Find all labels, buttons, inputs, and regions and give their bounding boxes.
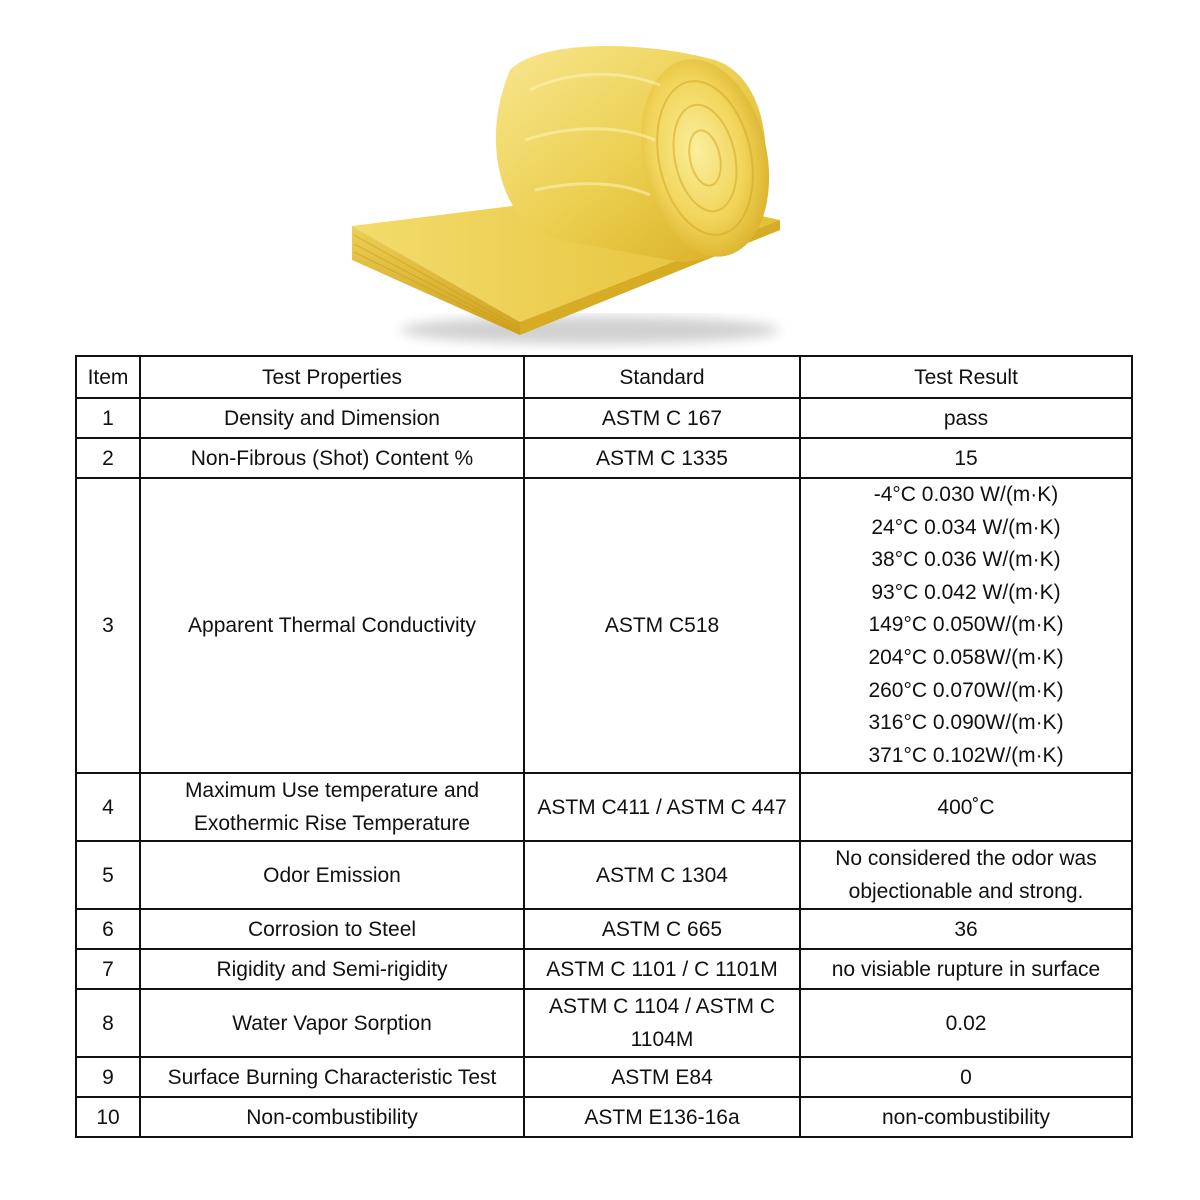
item-number: 9 — [76, 1057, 140, 1097]
test-property: Apparent Thermal Conductivity — [140, 478, 524, 773]
table-row — [76, 478, 1132, 773]
standard: ASTM C 167 — [524, 398, 800, 438]
result-line: 204°C 0.058W/(m·K) — [868, 645, 1064, 669]
standard: ASTM C 665 — [524, 909, 800, 949]
result-line: 93°C 0.042 W/(m·K) — [871, 580, 1061, 604]
test-result: 0.02 — [800, 989, 1132, 1057]
test-result: 36 — [800, 909, 1132, 949]
insulation-roll-image — [340, 30, 790, 350]
result-line: -4°C 0.030 W/(m·K) — [873, 483, 1059, 506]
result-line: 149°C 0.050W/(m·K) — [868, 613, 1064, 637]
item-number: 1 — [76, 398, 140, 438]
table-row — [76, 1097, 1132, 1137]
test-property: Non-Fibrous (Shot) Content % — [140, 438, 524, 478]
standard: ASTM C 1104 / ASTM C 1104M — [524, 989, 800, 1057]
test-property: Surface Burning Characteristic Test — [140, 1057, 524, 1097]
table-row — [76, 438, 1132, 478]
result-line: 371°C 0.102W/(m·K) — [868, 743, 1064, 767]
thermal-conductivity-results — [800, 478, 1132, 773]
standard: ASTM C 1335 — [524, 438, 800, 478]
item-number: 7 — [76, 949, 140, 989]
table-row — [76, 1057, 1132, 1097]
item-number: 3 — [76, 478, 140, 773]
result-line: 38°C 0.036 W/(m·K) — [871, 548, 1061, 572]
table-header-row — [76, 356, 1132, 398]
test-property: Maximum Use temperature and Exothermic Rise Temperature — [140, 773, 524, 841]
test-property: Non-combustibility — [140, 1097, 524, 1137]
item-number: 5 — [76, 841, 140, 909]
table-row — [76, 398, 1132, 438]
item-number: 4 — [76, 773, 140, 841]
test-result: 15 — [800, 438, 1132, 478]
test-result: 0 — [800, 1057, 1132, 1097]
test-result: pass — [800, 398, 1132, 438]
header-item: Item — [76, 356, 140, 398]
item-number: 6 — [76, 909, 140, 949]
table-row — [76, 909, 1132, 949]
test-results-table — [75, 355, 1133, 1138]
table-row — [76, 841, 1132, 909]
standard: ASTM C518 — [524, 478, 800, 773]
test-property: Density and Dimension — [140, 398, 524, 438]
item-number: 2 — [76, 438, 140, 478]
test-property: Odor Emission — [140, 841, 524, 909]
header-test-result: Test Result — [800, 356, 1132, 398]
standard: ASTM E136-16a — [524, 1097, 800, 1137]
item-number: 8 — [76, 989, 140, 1057]
standard: ASTM E84 — [524, 1057, 800, 1097]
test-result: non-combustibility — [800, 1097, 1132, 1137]
table-row — [76, 773, 1132, 841]
standard: ASTM C 1304 — [524, 841, 800, 909]
test-property: Rigidity and Semi-rigidity — [140, 949, 524, 989]
test-result: No considered the odor was objectionable and strong. — [800, 841, 1132, 909]
result-line: 316°C 0.090W/(m·K) — [868, 711, 1064, 735]
test-result: 400˚C — [800, 773, 1132, 841]
result-line: 24°C 0.034 W/(m·K) — [871, 515, 1061, 539]
test-property: Water Vapor Sorption — [140, 989, 524, 1057]
header-standard: Standard — [524, 356, 800, 398]
test-property: Corrosion to Steel — [140, 909, 524, 949]
header-test-properties: Test Properties — [140, 356, 524, 398]
standard: ASTM C 1101 / C 1101M — [524, 949, 800, 989]
result-line: 260°C 0.070W/(m·K) — [868, 678, 1064, 702]
item-number: 10 — [76, 1097, 140, 1137]
table-row — [76, 949, 1132, 989]
standard: ASTM C411 / ASTM C 447 — [524, 773, 800, 841]
table-row — [76, 989, 1132, 1057]
test-result: no visiable rupture in surface — [800, 949, 1132, 989]
